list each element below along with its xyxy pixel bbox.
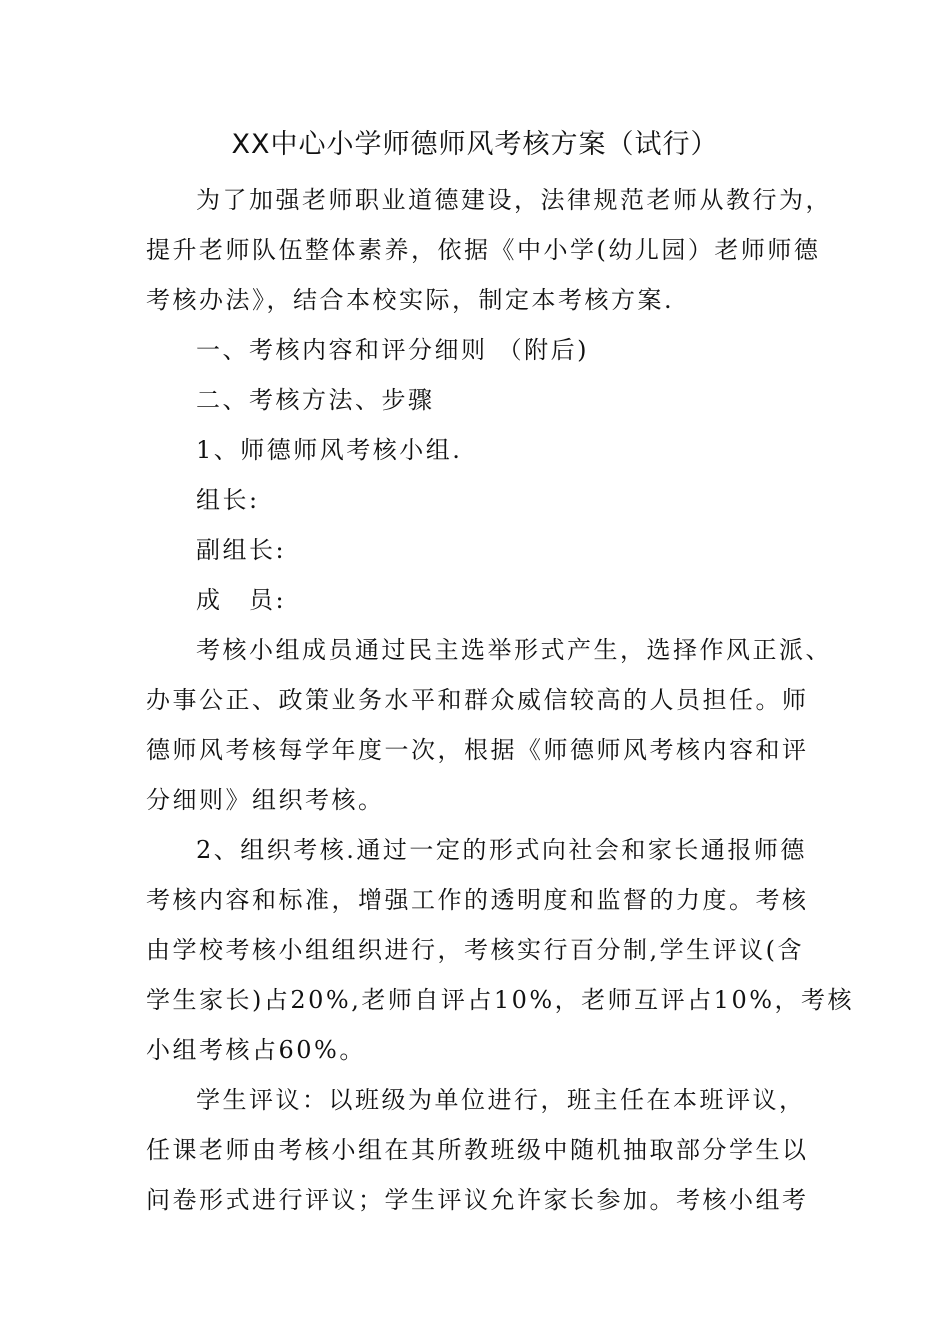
paragraph-line: 由学校考核小组组织进行，考核实行百分制,学生评议(含 [146,936,804,964]
paragraph-line: 任课老师由考核小组在其所教班级中随机抽取部分学生以 [146,1136,809,1164]
paragraph-line: 学生家长)占20%,老师自评占10%，老师互评占10%，考核 [146,986,855,1014]
paragraph-line: 小组考核占60%。 [146,1036,366,1064]
paragraph-line: 为了加强老师职业道德建设，法律规范老师从教行为， [196,186,832,214]
paragraph-line: 德师风考核每学年度一次，根据《师德师风考核内容和评 [146,736,809,764]
section-heading-1: 一、考核内容和评分细则 （附后) [196,336,589,364]
paragraph-line: 办事公正、政策业务水平和群众威信较高的人员担任。师 [146,686,809,714]
subsection-heading-1: 1、师德师风考核小组. [196,436,463,464]
paragraph-line: 考核小组成员通过民主选举形式产生，选择作风正派、 [196,636,832,664]
paragraph-line: 学生评议：以班级为单位进行，班主任在本班评议， [196,1086,806,1114]
members-label: 成 员: [196,586,287,614]
paragraph-line: 考核内容和标准，增强工作的透明度和监督的力度。考核 [146,886,809,914]
document-title: XX中心小学师德师风考核方案（试行） [231,129,719,160]
paragraph-line: 分细则》组织考核。 [146,786,385,814]
section-heading-2: 二、考核方法、步骤 [196,386,435,414]
paragraph-line: 提升老师队伍整体素养，依据《中小学(幼儿园）老师师德 [146,236,821,264]
paragraph-line: 考核办法》，结合本校实际，制定本考核方案. [146,286,675,314]
group-leader-label: 组长: [196,486,260,514]
deputy-leader-label: 副组长: [196,536,287,564]
paragraph-line: 2、组织考核.通过一定的形式向社会和家长通报师德 [196,836,807,864]
paragraph-line: 问卷形式进行评议；学生评议允许家长参加。考核小组考 [146,1186,809,1214]
